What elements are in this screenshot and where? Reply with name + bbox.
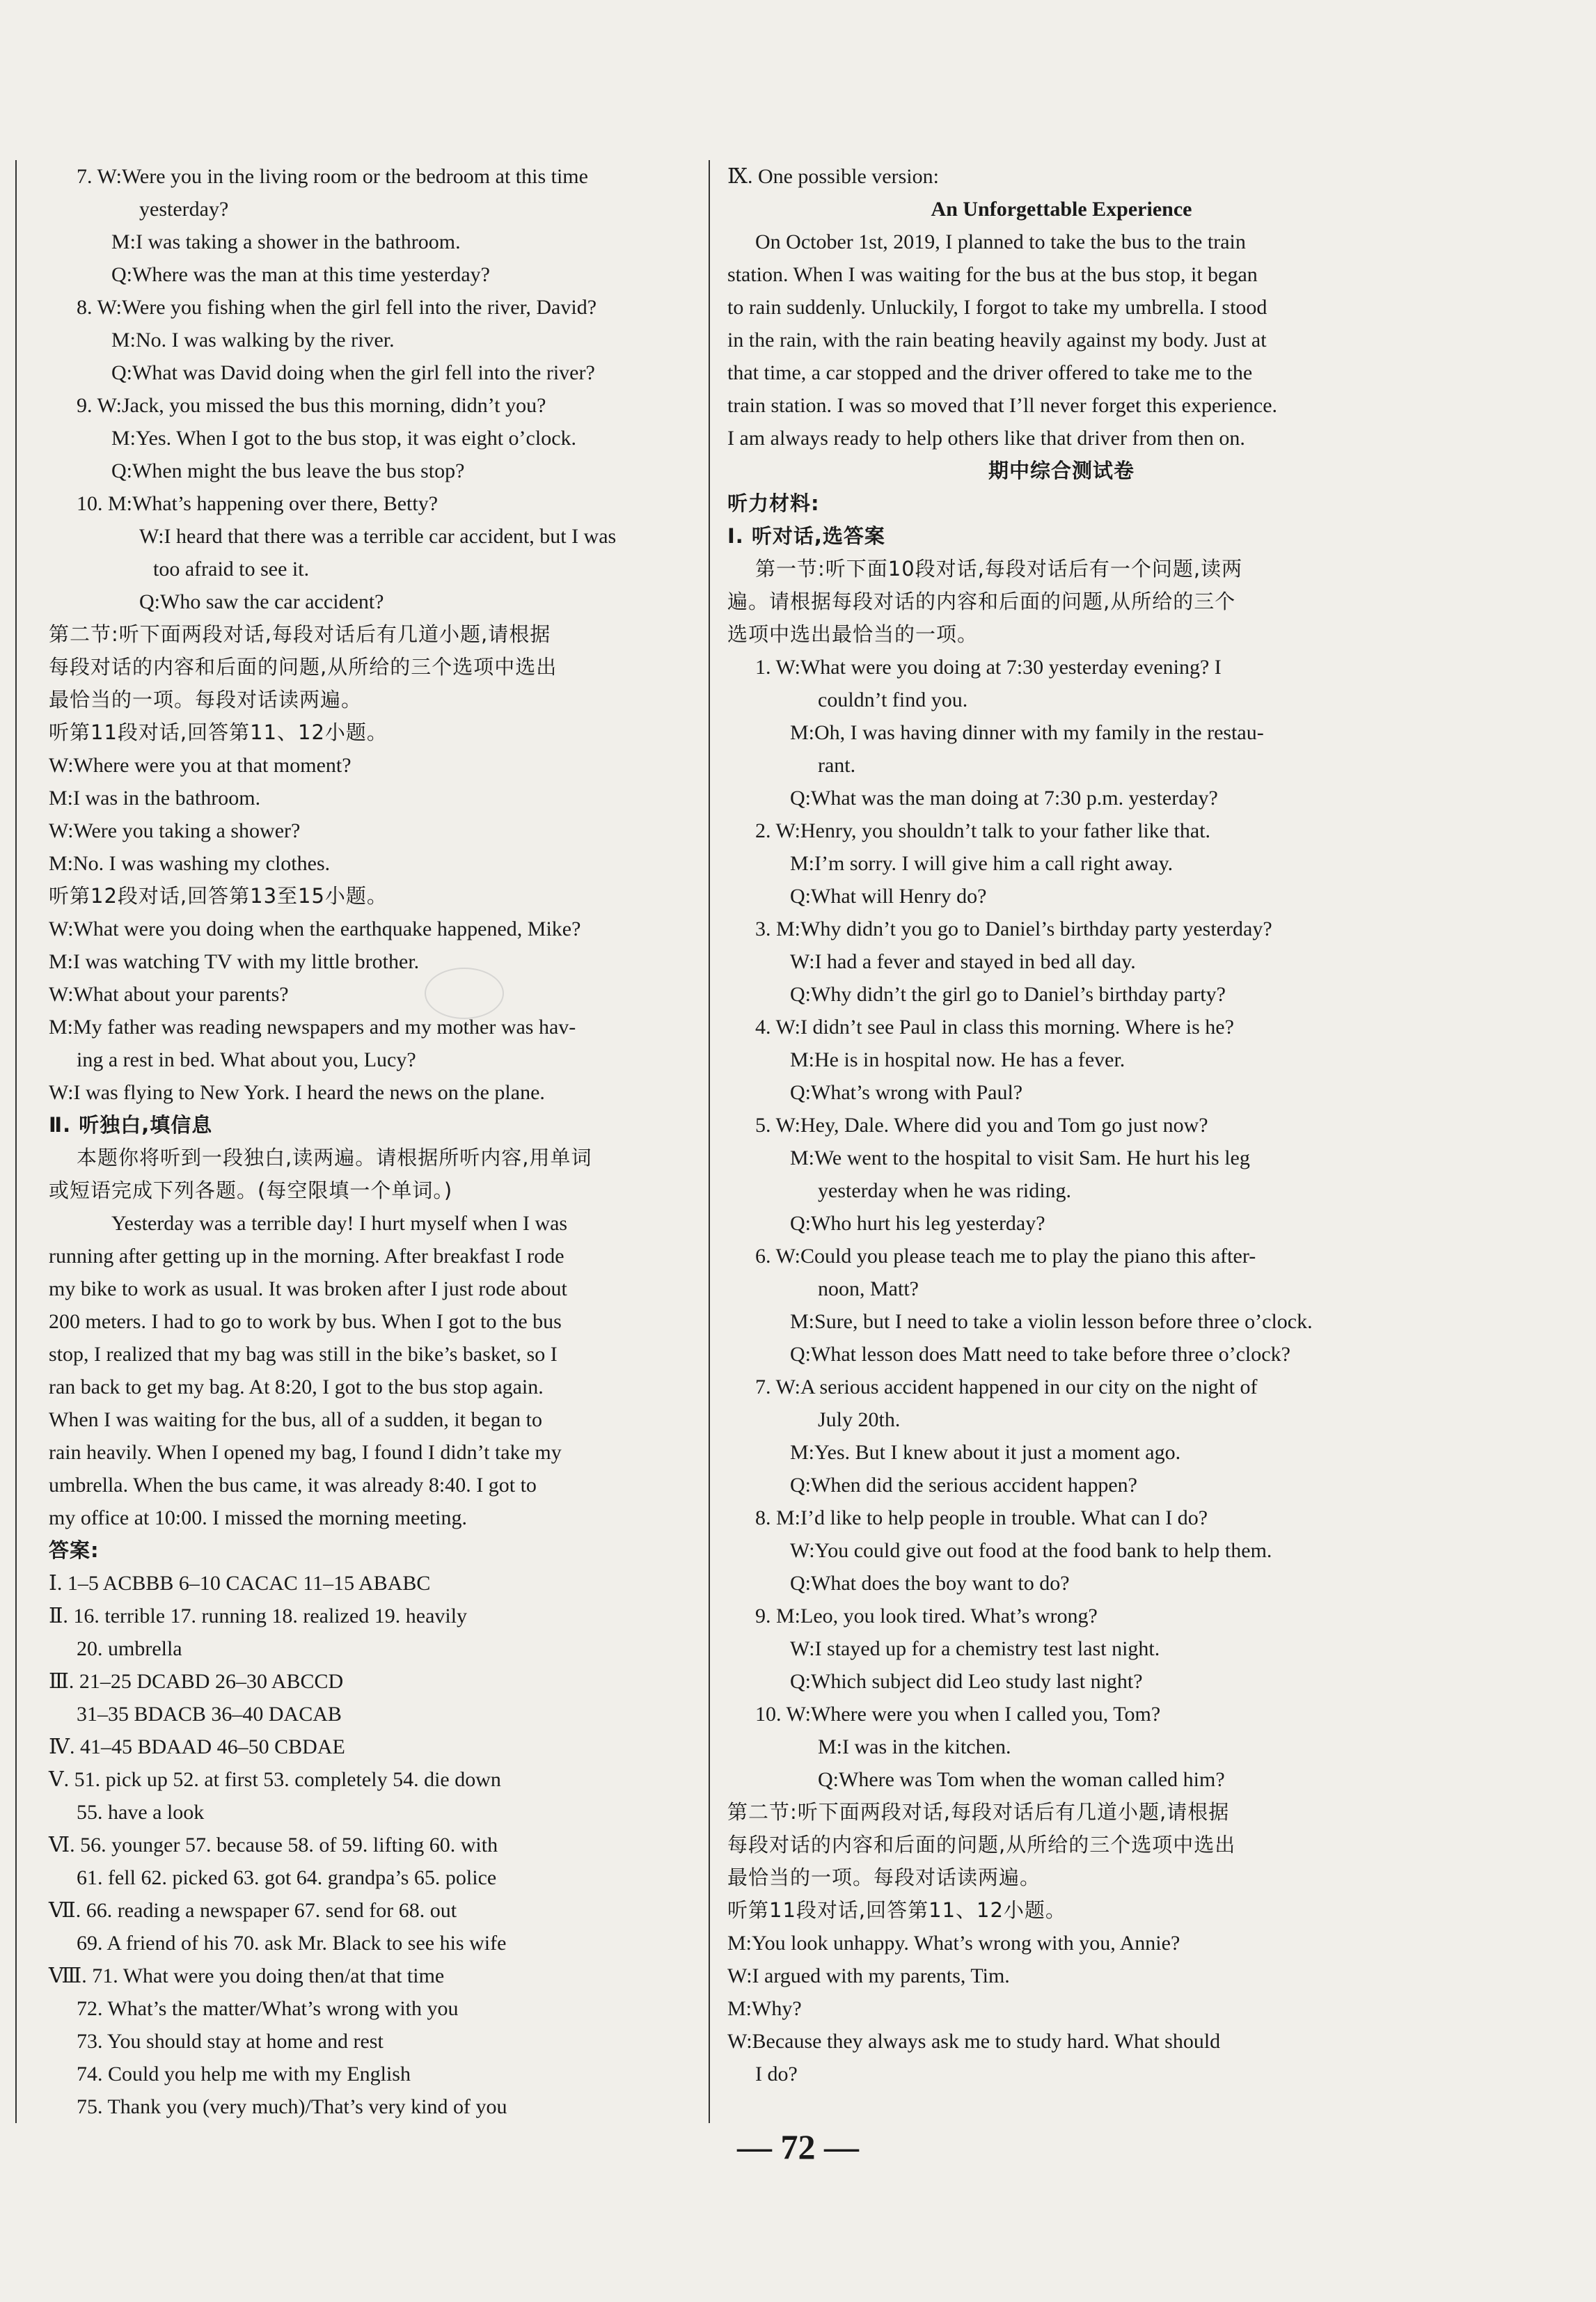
left-text-line: M:I was watching TV with my little brother. <box>49 950 420 973</box>
left-text-line: 或短语完成下列各题。(每空限填一个单词。) <box>49 1178 453 1202</box>
right-text-line: Q:Why didn’t the girl go to Daniel’s birthday party? <box>790 983 1226 1006</box>
left-text-line: yesterday? <box>139 198 229 221</box>
page-number: — 72 — <box>737 2127 859 2166</box>
left-text-line: ran back to get my bag. At 8:20, I got to the bus stop again. <box>49 1375 544 1398</box>
right-text-line: Q:Who hurt his leg yesterday? <box>790 1212 1045 1235</box>
left-column <box>49 160 703 2123</box>
left-text-line: M:No. I was walking by the river. <box>111 329 395 352</box>
left-text-line: Yesterday was a terrible day! I hurt myself when I was <box>111 1212 568 1235</box>
right-text-line: 第二节:听下面两段对话,每段对话后有几道小题,请根据 <box>727 1800 1230 1824</box>
right-text-line: W:I had a fever and stayed in bed all day. <box>790 950 1136 973</box>
left-text-line: M:My father was reading newspapers and my mother was hav- <box>49 1016 576 1039</box>
right-text-line: On October 1st, 2019, I planned to take the bus to the train <box>755 230 1246 253</box>
right-text-line: 每段对话的内容和后面的问题,从所给的三个选项中选出 <box>727 1833 1236 1856</box>
left-text-line: rain heavily. When I opened my bag, I found I didn’t take my <box>49 1441 562 1464</box>
left-text-line: M:I was taking a shower in the bathroom. <box>111 230 461 253</box>
right-text-line: 听第11段对话,回答第11、12小题。 <box>727 1898 1066 1922</box>
left-text-line: 55. have a look <box>77 1801 205 1824</box>
left-text-line: running after getting up in the morning. After breakfast I rode <box>49 1245 564 1268</box>
right-text-line: M:He is in hospital now. He has a fever. <box>790 1048 1125 1071</box>
left-text-line: Q:Who saw the car accident? <box>139 590 384 613</box>
right-text-line: Ⅸ. One possible version: <box>727 165 939 188</box>
right-text-line: M:You look unhappy. What’s wrong with you, Annie? <box>727 1932 1180 1955</box>
left-text-line: my office at 10:00. I missed the morning meeting. <box>49 1506 467 1529</box>
right-text-line: 9. M:Leo, you look tired. What’s wrong? <box>755 1605 1098 1627</box>
right-text-line: W:You could give out food at the food bank to help them. <box>790 1539 1272 1562</box>
right-text-line: Q:Where was Tom when the woman called him? <box>818 1768 1225 1791</box>
right-text-line: train station. I was so moved that I’ll never forget this experience. <box>727 394 1278 417</box>
left-text-line: When I was waiting for the bus, all of a sudden, it began to <box>49 1408 542 1431</box>
left-text-line: Q:Where was the man at this time yesterday? <box>111 263 490 286</box>
left-text-line: 听第11段对话,回答第11、12小题。 <box>49 720 388 744</box>
left-text-line: 20. umbrella <box>77 1637 182 1660</box>
left-text-line: my bike to work as usual. It was broken after I just rode about <box>49 1277 567 1300</box>
left-text-line: 69. A friend of his 70. ask Mr. Black to see his wife <box>77 1932 507 1955</box>
left-text-line: Ⅱ. 16. terrible 17. running 18. realized 19. heavily <box>49 1605 468 1627</box>
left-text-line: Ⅲ. 21–25 DCABD 26–30 ABCCD <box>49 1670 344 1693</box>
left-text-line: 答案: <box>49 1538 100 1562</box>
right-text-line: M:I’m sorry. I will give him a call right away. <box>790 852 1174 875</box>
left-text-line: Ⅳ. 41–45 BDAAD 46–50 CBDAE <box>49 1735 345 1758</box>
left-text-line: 200 meters. I had to go to work by bus. When I got to the bus <box>49 1310 562 1333</box>
left-text-line: 61. fell 62. picked 63. got 64. grandpa’s 65. police <box>77 1866 497 1889</box>
right-text-line: M:Sure, but I need to take a violin lesson before three o’clock. <box>790 1310 1313 1333</box>
left-text-line: 72. What’s the matter/What’s wrong with you <box>77 1997 459 2020</box>
right-text-line: 2. W:Henry, you shouldn’t talk to your father like that. <box>755 819 1211 842</box>
left-text-line: W:What were you doing when the earthquake happened, Mike? <box>49 917 581 940</box>
right-text-line: Q:What’s wrong with Paul? <box>790 1081 1023 1104</box>
right-text-line: 5. W:Hey, Dale. Where did you and Tom go just now? <box>755 1114 1208 1137</box>
left-text-line: 听第12段对话,回答第13至15小题。 <box>49 884 388 908</box>
left-text-line: 74. Could you help me with my English <box>77 2063 411 2086</box>
left-text-line: Ⅵ. 56. younger 57. because 58. of 59. lifting 60. with <box>49 1834 498 1856</box>
right-text-line: 8. M:I’d like to help people in trouble. What can I do? <box>755 1506 1208 1529</box>
right-text-line: Q:Which subject did Leo study last night? <box>790 1670 1143 1693</box>
left-text-line: umbrella. When the bus came, it was already 8:40. I got to <box>49 1474 537 1497</box>
left-text-line: 75. Thank you (very much)/That’s very kind of you <box>77 2095 507 2118</box>
right-text-line: noon, Matt? <box>818 1277 919 1300</box>
right-text-line: M:Yes. But I knew about it just a moment ago. <box>790 1441 1181 1464</box>
right-text-line: in the rain, with the rain beating heavily against my body. Just at <box>727 329 1267 352</box>
right-text-line: M:Why? <box>727 1997 802 2020</box>
left-text-line: W:I was flying to New York. I heard the news on the plane. <box>49 1081 545 1104</box>
right-text-line: rant. <box>818 754 856 777</box>
left-text-line: 31–35 BDACB 36–40 DACAB <box>77 1703 342 1726</box>
right-text-line: Ⅰ. 听对话,选答案 <box>727 524 885 548</box>
left-text-line: 9. W:Jack, you missed the bus this morning, didn’t you? <box>77 394 546 417</box>
left-text-line: Q:When might the bus leave the bus stop? <box>111 459 465 482</box>
right-text-line: M:I was in the kitchen. <box>818 1735 1011 1758</box>
left-text-line: 7. W:Were you in the living room or the bedroom at this time <box>77 165 588 188</box>
right-text-line: 1. W:What were you doing at 7:30 yesterday evening? I <box>755 656 1222 679</box>
left-margin-rule <box>15 160 17 2123</box>
right-text-line: Q:When did the serious accident happen? <box>790 1474 1137 1497</box>
right-text-line: July 20th. <box>818 1408 901 1431</box>
right-text-line: that time, a car stopped and the driver offered to take me to the <box>727 361 1253 384</box>
right-text-line: W:I argued with my parents, Tim. <box>727 1964 1010 1987</box>
left-text-line: Ⅴ. 51. pick up 52. at first 53. completely 54. die down <box>49 1768 501 1791</box>
left-text-line: M:I was in the bathroom. <box>49 787 261 810</box>
column-divider <box>709 160 710 2123</box>
right-text-line: 4. W:I didn’t see Paul in class this morning. Where is he? <box>755 1016 1234 1039</box>
right-text-line: 3. M:Why didn’t you go to Daniel’s birthday party yesterday? <box>755 917 1272 940</box>
right-text-line: Q:What will Henry do? <box>790 885 987 908</box>
right-text-line: Q:What does the boy want to do? <box>790 1572 1070 1595</box>
right-text-line: Q:What lesson does Matt need to take before three o’clock? <box>790 1343 1290 1366</box>
left-text-line: M:No. I was washing my clothes. <box>49 852 331 875</box>
left-text-line: 最恰当的一项。每段对话读两遍。 <box>49 688 363 711</box>
right-text-line: 遍。请根据每段对话的内容和后面的问题,从所给的三个 <box>727 590 1236 613</box>
right-text-line: to rain suddenly. Unluckily, I forgot to take my umbrella. I stood <box>727 296 1267 319</box>
left-text-line: W:I heard that there was a terrible car accident, but I was <box>139 525 617 548</box>
right-text-line: yesterday when he was riding. <box>818 1179 1072 1202</box>
left-text-line: stop, I realized that my bag was still in the bike’s basket, so I <box>49 1343 558 1366</box>
right-text-line: 第一节:听下面10段对话,每段对话后有一个问题,读两 <box>755 557 1243 581</box>
right-text-line: M:Oh, I was having dinner with my family in the restau- <box>790 721 1264 744</box>
right-text-line: 6. W:Could you please teach me to play the piano this after- <box>755 1245 1256 1268</box>
left-text-line: W:Where were you at that moment? <box>49 754 351 777</box>
right-text-line: An Unforgettable Experience <box>931 198 1192 221</box>
right-column <box>727 160 1396 2090</box>
right-text-line: I do? <box>755 2063 798 2086</box>
right-text-line: I am always ready to help others like that driver from then on. <box>727 427 1245 450</box>
left-text-line: W:What about your parents? <box>49 983 289 1006</box>
left-text-line: 10. M:What’s happening over there, Betty? <box>77 492 438 515</box>
left-text-line: 本题你将听到一段独白,读两遍。请根据所听内容,用单词 <box>77 1146 592 1169</box>
right-text-line: 听力材料: <box>727 491 820 515</box>
right-text-line: couldn’t find you. <box>818 688 968 711</box>
left-text-line: M:Yes. When I got to the bus stop, it was eight o’clock. <box>111 427 577 450</box>
left-text-line: 8. W:Were you fishing when the girl fell into the river, David? <box>77 296 597 319</box>
right-text-line: 7. W:A serious accident happened in our city on the night of <box>755 1375 1258 1398</box>
left-text-line: 73. You should stay at home and rest <box>77 2030 384 2053</box>
right-text-line: W:Because they always ask me to study hard. What should <box>727 2030 1221 2053</box>
right-text-line: Q:What was the man doing at 7:30 p.m. yesterday? <box>790 787 1218 810</box>
right-text-line: W:I stayed up for a chemistry test last night. <box>790 1637 1160 1660</box>
left-text-line: Q:What was David doing when the girl fell into the river? <box>111 361 595 384</box>
left-text-line: 每段对话的内容和后面的问题,从所给的三个选项中选出 <box>49 655 558 679</box>
right-text-line: station. When I was waiting for the bus at the bus stop, it began <box>727 263 1258 286</box>
left-text-line: 第二节:听下面两段对话,每段对话后有几道小题,请根据 <box>49 622 551 646</box>
left-text-line: W:Were you taking a shower? <box>49 819 301 842</box>
left-text-line: ing a rest in bed. What about you, Lucy? <box>77 1048 416 1071</box>
left-text-line: Ⅱ. 听独白,填信息 <box>49 1113 213 1137</box>
right-text-line: 选项中选出最恰当的一项。 <box>727 622 979 646</box>
left-text-line: Ⅶ. 66. reading a newspaper 67. send for 68. out <box>49 1899 457 1922</box>
left-text-line: Ⅰ. 1–5 ACBBB 6–10 CACAC 11–15 ABABC <box>49 1572 431 1595</box>
left-text-line: too afraid to see it. <box>153 558 310 581</box>
right-text-line: 最恰当的一项。每段对话读两遍。 <box>727 1866 1041 1889</box>
right-text-line: 10. W:Where were you when I called you, Tom? <box>755 1703 1161 1726</box>
left-text-line: Ⅷ. 71. What were you doing then/at that time <box>49 1964 445 1987</box>
right-text-line: M:We went to the hospital to visit Sam. He hurt his leg <box>790 1146 1250 1169</box>
right-text-line: 期中综合测试卷 <box>988 459 1135 482</box>
